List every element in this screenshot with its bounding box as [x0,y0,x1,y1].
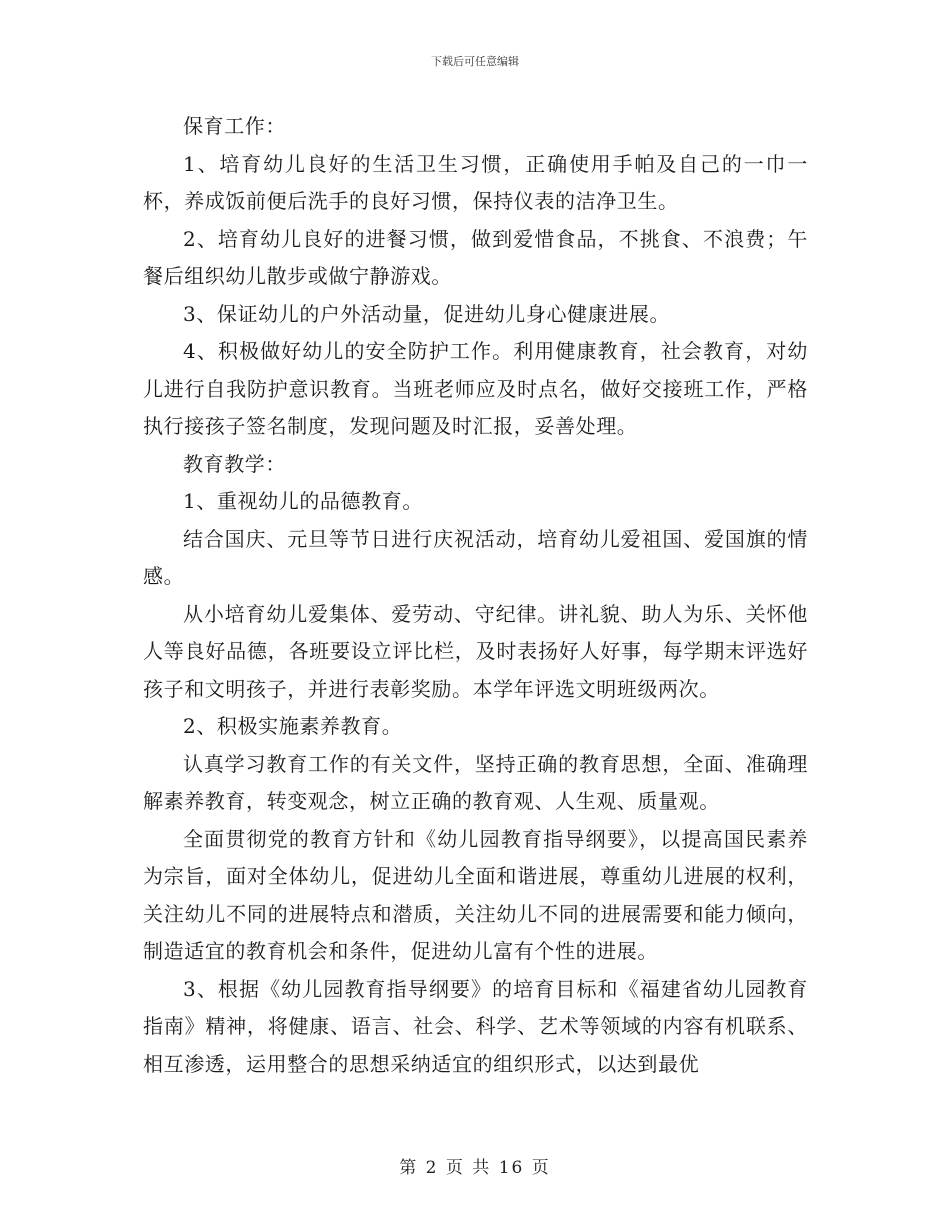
paragraph: 1、培育幼儿良好的生活卫生习惯，正确使用手帕及自己的一巾一杯，养成饭前便后洗手的良好习惯，保持仪表的洁净卫生。 [143,151,808,213]
paragraph: 从小培育幼儿爱集体、爱劳动、守纪律。讲礼貌、助人为乐、关怀他人等良好品德，各班要设立评比栏，及时表扬好人好事，每学期末评选好孩子和文明孩子，并进行表彰奖励。本学年评选文明班级两次。 [143,601,808,701]
paragraph: 2、积极实施素养教育。 [183,714,403,738]
paragraph: 1、重视幼儿的品德教育。 [183,489,423,513]
paragraph: 3、保证幼儿的户外活动量，促进幼儿身心健康进展。 [183,301,671,326]
paragraph: 认真学习教育工作的有关文件，坚持正确的教育思想，全面、准确理解素养教育，转变观念，树立正确的教育观、人生观、质量观。 [143,751,808,813]
page-header: 下载后可任意编辑 [431,55,519,68]
page-footer: 第 2 页 共 16 页 [399,1158,551,1178]
paragraph: 2、培育幼儿良好的进餐习惯，做到爱惜食品，不挑食、不浪费；午餐后组织幼儿散步或做宁静游戏。 [143,226,808,288]
paragraph: 结合国庆、元旦等节日进行庆祝活动，培育幼儿爱祖国、爱国旗的情感。 [143,526,808,588]
paragraph: 4、积极做好幼儿的安全防护工作。利用健康教育，社会教育，对幼儿进行自我防护意识教育。当班老师应及时点名，做好交接班工作，严格执行接孩子签名制度，发现问题及时汇报，妥善处理。 [143,339,808,438]
document-body [143,108,808,1083]
heading-childcare: 保育工作： [183,114,286,138]
heading-teaching: 教育教学： [183,451,286,476]
paragraph: 3、根据《幼儿园教育指导纲要》的培育目标和《福建省幼儿园教育指南》精神，将健康、语言、社会、科学、艺术等领域的内容有机联系、相互渗透，运用整合的思想采纳适宜的组织形式，以达到最优 [143,976,808,1076]
paragraph: 全面贯彻党的教育方针和《幼儿园教育指导纲要》，以提高国民素养为宗旨，面对全体幼儿，促进幼儿全面和谐进展，尊重幼儿进展的权利，关注幼儿不同的进展特点和潜质，关注幼儿不同的进展需要和能力倾向，制造适宜的教育机会和条件，促进幼儿富有个性的进展。 [143,826,808,963]
